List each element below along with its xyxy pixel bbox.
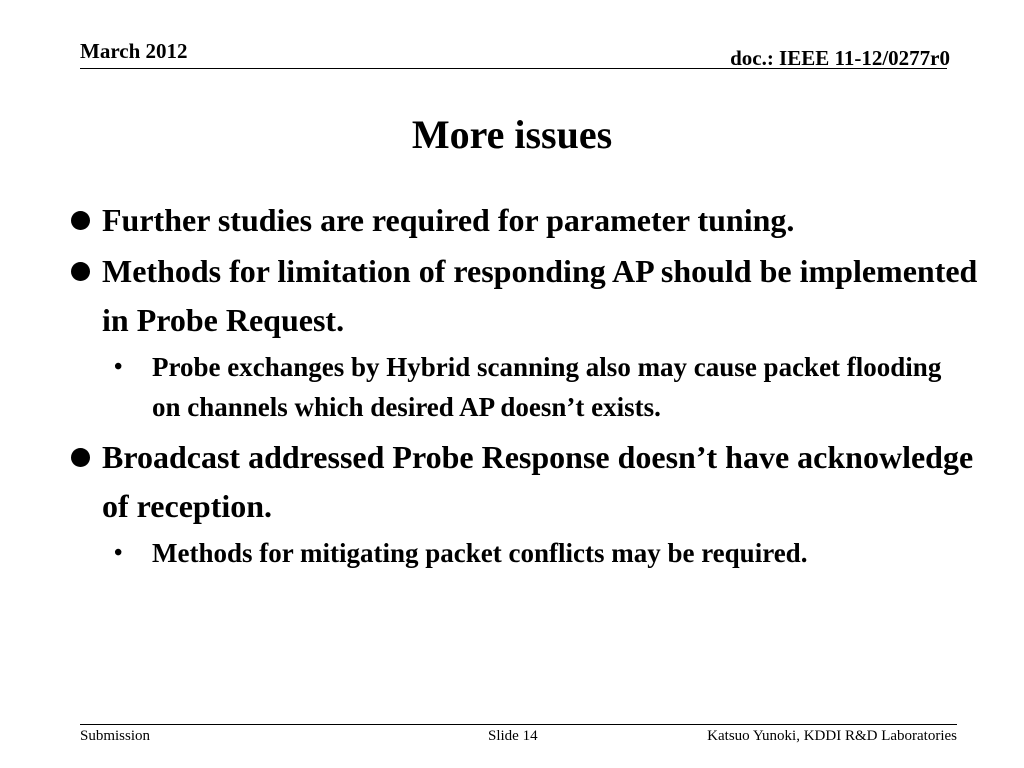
slide-title: More issues [411, 112, 613, 157]
footer-slide-number: Slide 14 [488, 728, 538, 744]
sub-bullet-marker-icon: • [114, 540, 123, 566]
bullet-3-sub-1 [70, 533, 942, 573]
bullet-2-sub-1 [70, 347, 942, 427]
header-doc-id: doc.: IEEE 11-12/0277r0 [730, 46, 950, 70]
bullet-3-text: Broadcast addressed Probe Response doesn’t have acknowledge of reception. [102, 439, 974, 524]
bullet-1-text: Further studies are required for parameter tuning. [102, 202, 795, 238]
footer-author: Katsuo Yunoki, KDDI R&D Laboratories [707, 728, 957, 744]
bullet-dot-icon [71, 262, 90, 281]
bullet-2 [70, 247, 980, 345]
bullet-dot-icon [71, 211, 90, 230]
footer-submission: Submission [80, 728, 151, 744]
bullet-2-text: Methods for limitation of responding AP should be implemented in Probe Request. [102, 253, 978, 338]
sub-bullet-marker-icon: • [114, 354, 123, 380]
bullet-1 [70, 196, 980, 245]
bullet-dot-icon [71, 448, 90, 467]
header-rule [80, 68, 947, 69]
bullet-3 [70, 433, 980, 531]
bullet-2-sub-1-text: Probe exchanges by Hybrid scanning also may cause packet flooding on channels which desired AP doesn’t exists. [152, 352, 942, 422]
header-date: March 2012 [80, 39, 188, 63]
footer-rule [80, 724, 957, 725]
bullet-3-sub-1-text: Methods for mitigating packet conflicts may be required. [152, 538, 808, 568]
slide-content [70, 196, 980, 579]
